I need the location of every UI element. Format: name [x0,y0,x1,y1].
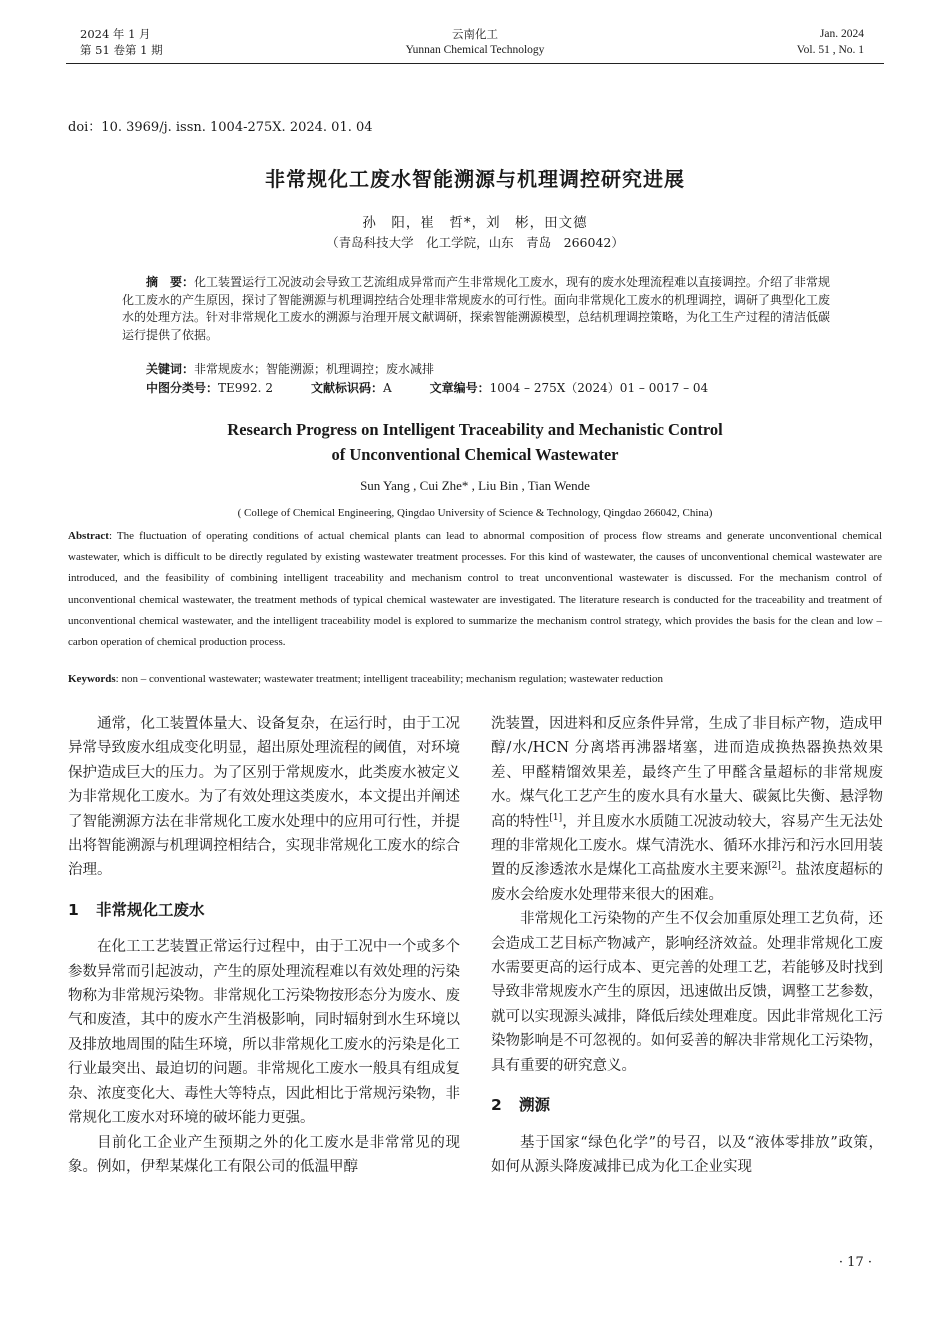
clc-label: 中图分类号： [146,381,219,395]
paragraph-text: 洗装置，因进料和反应条件异常，生成了非目标产物，造成甲醇/水/HCN 分离塔再沸器堵塞，进而造成换热器换热效果差、甲醛精馏效果差，最终产生了甲醛含量超标的非常规废水。煤气化工艺产生的废水具有水量大、碳氮比失衡、悬浮物高的特性 [491,716,883,830]
section-2-paragraph-1: 基于国家“绿色化学”的号召，以及“液体零排放”政策，如何从源头降废减排已成为化工企业实现 [491,1134,883,1175]
header-date-en: Jan. 2024 [819,28,864,40]
article-number-value: 1004 – 275X（2024）01 – 0017 – 04 [489,381,709,395]
keywords-en-text: : non – conventional wastewater; wastewater treatment; intelligent traceability; mechanism regulation; wastewater reduction [115,673,664,685]
section-2-number: 2 [491,1096,502,1115]
doi[interactable]: doi：10. 3969/j. issn. 1004-275X. 2024. 01. 04 [68,120,373,135]
authors-en: Sun Yang , Cui Zhe* , Liu Bin , Tian Wende [360,478,590,493]
body-column-left [68,712,460,1179]
section-1-paragraph-2-continued [491,712,883,907]
keywords-en-label: Keywords [68,673,116,685]
section-1-paragraph-1: 在化工工艺装置正常运行过程中，由于工况中一个或多个参数异常而引起波动，产生的原处理流程难以有效处理的污染物称为非常规污染物。非常规化工污染物按形态分为废水、废气和废渣，其中的废水产生消极影响，同时辐射到水生环境以及排放地周围的陆生环境，所以非常规化工废水的污染是化工行业最突出、最迫切的问题。非常规化工废水一般具有组成复杂、浓度变化大、毒性大等特点，因此相比于常规污染物，非常规化工废水对环境的破坏能力更强。 [68,939,460,1127]
title-en-line1: Research Progress on Intelligent Traceability and Mechanistic Control [227,420,723,439]
classification-line [122,380,834,398]
abstract-en-label: Abstract [68,530,109,542]
header-volume: 第 51 卷第 1 期 [80,43,163,57]
intro-paragraph: 通常，化工装置体量大、设备复杂，在运行时，由于工况异常导致废水组成变化明显，超出原处理流程的阈值，对环境保护造成巨大的压力。为了区别于常规废水，此类废水被定义为非常规化工废水。为了有效处理这类废水，本文提出并阐述了智能溯源方法在非常规化工废水处理中的应用可行性，并提出将智能溯源与机理调控相结合，实现非常规化工废水的综合治理。 [68,716,460,879]
keywords-en [68,673,882,685]
section-2-title: 溯源 [519,1096,551,1115]
section-1-paragraph-3: 非常规化工污染物的产生不仅会加重原处理工艺负荷，还会造成工艺目标产物减产，影响经济效益。处理非常规化工废水需要更高的运行成本、更完善的处理工艺，若能够及时找到导致非常规废水产生的原因，迅速做出反馈，调整工艺参数，就可以实现源头减排，降低后续处理难度。因此非常规化工污染物影响是不可忽视的。如何妥善的解决非常规化工污染物，具有重要的研究意义。 [491,911,883,1074]
abstract-en-text: : The fluctuation of operating conditions of actual chemical plants can lead to abnormal composition of process flow streams and generate unconventional chemical wastewater, which is difficult to be directly regulated by existing wastewater treatment processes. For this kind of wastewater, the causes of unconventional chemical wastewater are introduced, and the feasibility of combining intelligent traceability and mechanism control to treat unconventional wastewater is discussed. For the mechanism control of unconventional chemical wastewater, the treatment methods of typical chemical wastewater are investigated. The literature research is conducted for the traceability and treatment of unconventional chemical wastewater, and the intelligent traceability model is explored to summarize the mechanism control strategy, which provides the basis for the clean and low – carbon operation of chemical production process. [68,530,882,649]
affiliation-cn: （青岛科技大学 化工学院，山东 青岛 266042） [326,235,624,250]
body-column-right [491,712,883,1179]
paragraph-text: 。盐浓度超标的废水会给废水处理带来很大的困难。 [491,862,884,903]
header-right [797,26,864,58]
citation-2[interactable]: [2] [768,861,781,872]
title-en-line2: of Unconventional Chemical Wastewater [331,445,619,464]
header-rule [66,63,884,64]
article-number-label: 文章编号： [429,381,490,395]
page-number: · 17 · [838,1255,872,1270]
keywords-cn-label: 关键词： [146,362,195,376]
section-1-heading [68,898,460,922]
paragraph-text: ，并且废水水质随工况波动较大，容易产生无法处理的非常规化工废水。煤气清洗水、循环水排污和污水回用装置的反渗透浓水是煤化工高盐废水主要来源 [491,813,884,879]
journal-name-cn: 云南化工 [452,27,498,41]
section-1-number: 1 [68,900,79,919]
journal-name-en: Yunnan Chemical Technology [405,44,545,56]
clc-value: TE992. 2 [218,381,273,395]
authors-cn: 孙 阳，崔 哲*，刘 彬，田文德 [362,215,588,231]
abstract-cn [122,274,834,344]
abstract-en [68,526,882,653]
affiliation-en: ( College of Chemical Engineering, Qingdao University of Science & Technology, Qingdao 266042, China) [237,507,713,519]
keywords-cn-text: 非常规废水；智能溯源；机理调控；废水减排 [194,362,435,376]
title-cn: 非常规化工废水智能溯源与机理调控研究进展 [265,167,685,191]
doc-code-value: A [382,381,392,395]
section-1-paragraph-2: 目前化工企业产生预期之外的化工废水是非常常见的现象。例如，伊犁某煤化工有限公司的低温甲醇 [68,1134,460,1175]
section-1-title: 非常规化工废水 [96,900,205,919]
section-2-heading [491,1093,883,1117]
citation-1[interactable]: [1] [549,812,563,823]
keywords-cn [122,361,834,379]
abstract-cn-label: 摘 要： [146,275,195,289]
header-volume-en: Vol. 51 , No. 1 [796,44,864,56]
abstract-cn-text: 化工装置运行工况波动会导致工艺流组成异常而产生非常规化工废水，现有的废水处理流程难以直接调控。介绍了非常规化工废水的产生原因，探讨了智能溯源与机理调控结合处理非常规废水的可行性。面向非常规化工废水的机理调控，调研了典型化工废水的处理方法。针对非常规化工废水的溯源与治理开展文献调研，探索智能溯源模型，总结机理调控策略，为化工生产过程的清洁低碳运行提供了依据。 [122,275,831,342]
doc-code-label: 文献标识码： [310,381,383,395]
header-date: 2024 年 1 月 [80,27,151,41]
title-en [0,417,950,467]
